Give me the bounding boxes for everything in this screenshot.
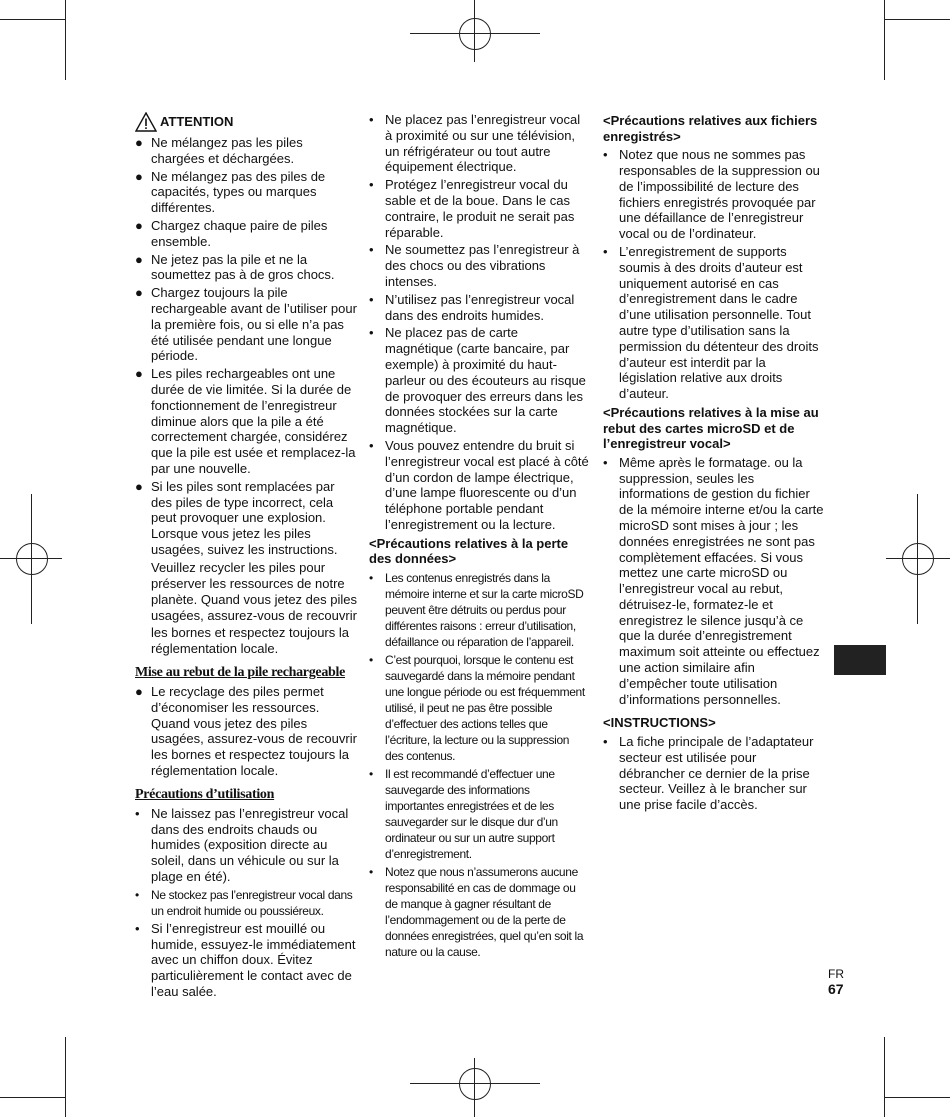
page-footer (828, 967, 844, 997)
list-item: • La fiche principale de l’adaptateur secteur est utilisée pour débrancher ce dernier de la prise secteur. Veillez à le brancher sur une prise facile d’accès. (603, 734, 814, 813)
crop-mark (65, 0, 66, 80)
list-item: • L’enregistrement de supports soumis à des droits d’auteur est uniquement autorisé en cas d’enregistrement dans le cadre d’une utilisation personnelle. Tout autre type d’utilisation sans la permission du détenteur des droits d’auteur est interdit par la législation relative aux droits d’auteur. (603, 243, 819, 402)
list-item: • Ne placez pas l’enregistreur vocal à proximité ou sur une télévision, un réfrigérateur ou tout autre équipement électrique. (369, 112, 581, 175)
section-heading: <Précautions relatives aux fichiers enregistrés> (603, 113, 818, 144)
list-item: ● Ne jetez pas la pile et ne la soumettez pas à de gros chocs. (135, 251, 335, 283)
list-item: • Même après le formatage. ou la suppression, seules les informations de gestion du fichier de la mémoire interne et/ou la carte microSD sont mises à jour ; les données enregistrées ne sont pas complètement effacées. Si vous mettez une carte microSD ou l’enregistreur vocal au rebut, détruisez-le, formatez-le et enregistrez le silence jusqu’à ce que la durée d’enregistrement maximum soit atteinte ou effectuez une action similaire afin d’empêcher toute utilisation d’informations personnelles. (603, 454, 824, 707)
list-item: • Notez que nous n’assumerons aucune responsabilité en cas de dommage ou de manque à gagner résultant de l’endommagement ou de la perte de données enregistrées, quel qu’en soit la nature ou la cause. (369, 864, 584, 959)
list-item: • Protégez l’enregistreur vocal du sable et de la boue. Dans le cas contraire, le produit ne serait pas réparable. (369, 177, 575, 240)
column-1 (135, 112, 357, 1002)
list-item: • Ne placez pas de carte magnétique (carte bancaire, par exemple) à proximité du haut-parleur ou des écouteurs au risque de provoquer des erreurs dans les données stockées sur la carte magnétique. (369, 325, 586, 436)
registration-circle (16, 543, 48, 575)
crop-mark (884, 0, 885, 80)
list-item: ● Ne mélangez pas les piles chargées et déchargées. (135, 135, 303, 166)
list-item: ● Les piles rechargeables ont une durée de vie limitée. Si la durée de fonctionnement de l’enregistreur diminue alors que la pile a été correctement chargée, considérez que la pile est usée et remplacez-la par une nouvelle. (135, 366, 356, 476)
list-item: • Ne stockez pas l’enregistreur vocal dans un endroit humide ou poussiéreux. (135, 887, 353, 918)
crop-mark (884, 19, 950, 20)
registration-circle (902, 543, 934, 575)
list-item: • Ne laissez pas l’enregistreur vocal dans des endroits chauds ou humides (exposition directe au soleil, dans un véhicule ou sur la plage en été). (135, 805, 349, 884)
language-code: FR (828, 967, 844, 981)
list-item: ● Chargez chaque paire de piles ensemble. (135, 217, 328, 249)
list-item: ● Ne mélangez pas des piles de capacités, types ou marques différentes. (135, 168, 326, 216)
list-item: ● Le recyclage des piles permet d’économiser les ressources. Quand vous jetez des piles usagées, assurez-vous de recouvrir les bornes et respectez toujours la réglementation locale. (135, 683, 357, 778)
language-tab (834, 645, 886, 675)
list-item: • N’utilisez pas l’enregistreur vocal dans des endroits humides. (369, 291, 575, 323)
list-item: • Si l’enregistreur est mouillé ou humide, essuyez-le immédiatement avec un chiffon doux. Évitez particulièrement le contact avec de l’eau salée. (135, 920, 356, 999)
registration-circle (459, 18, 491, 50)
list-item: • Vous pouvez entendre du bruit si l’enregistreur vocal est placé à côté d’un cordon de lampe électrique, d’une lampe fluorescente ou d’un téléphone portable pendant l’enregistrement ou la lecture. (369, 437, 589, 532)
crop-mark (0, 19, 65, 20)
registration-circle (459, 1068, 491, 1100)
list-item: • Ne soumettez pas l’enregistreur à des chocs ou des vibrations intenses. (369, 242, 580, 289)
list-item: • Il est recommandé d’effectuer une sauvegarde des informations importantes enregistrées et de les sauvegarder sur le disque dur d’un ordinateur ou sur un autre support d’enregistrement. (369, 766, 558, 861)
attention-label: ATTENTION (160, 114, 234, 130)
crop-mark (65, 1037, 66, 1117)
crop-mark (884, 1037, 885, 1117)
list-item: • Les contenus enregistrés dans la mémoire interne et sur la carte microSD peuvent être détruits ou perdus pour différentes raisons : erreur d’utilisation, défaillance ou réparation de l’appareil. (369, 570, 584, 649)
list-item: ● Si les piles sont remplacées par des piles de type incorrect, cela peut provoquer une explosion. Lorsque vous jetez les piles usagées, suivez les instructions. (135, 478, 338, 557)
column-3 (603, 112, 825, 815)
list-item: ● Chargez toujours la pile rechargeable avant de l’utiliser pour la première fois, ou si elle n’a pas été utilisée pendant une longue période. (135, 285, 357, 364)
list-item: • Notez que nous ne sommes pas responsables de la suppression ou de l’impossibilité de lecture des fichiers enregistrés provoquée par une défaillance de l’enregistreur vocal ou de l’ordinateur. (603, 147, 820, 242)
column-2 (369, 112, 589, 962)
attention-heading (135, 112, 357, 132)
crop-mark (884, 1097, 950, 1098)
section-heading: Précautions d’utilisation (135, 786, 275, 802)
page-number: 67 (828, 981, 844, 997)
recycle-paragraph: Veuillez recycler les piles pour préserver les ressources de notre planète. Quand vous jetez des piles usagées, assurez-vous de recouvrir les bornes et respectez toujours la réglementation locale. (151, 559, 357, 656)
section-heading: <INSTRUCTIONS> (603, 715, 716, 731)
section-heading: <Précautions relatives à la perte des données> (369, 535, 569, 567)
crop-mark (0, 1097, 65, 1098)
warning-icon (135, 112, 157, 132)
section-heading: <Précautions relatives à la mise au rebut des cartes microSD et de l’enregistreur vocal> (603, 404, 819, 452)
section-heading: Mise au rebut de la pile rechargeable (135, 664, 346, 680)
list-item: • C’est pourquoi, lorsque le contenu est sauvegardé dans la mémoire pendant une longue période ou est fréquemment utilisé, il peut ne pas être possible d’effectuer des actions telles que l’écriture, la lecture ou la suppression des contenus. (369, 652, 585, 763)
